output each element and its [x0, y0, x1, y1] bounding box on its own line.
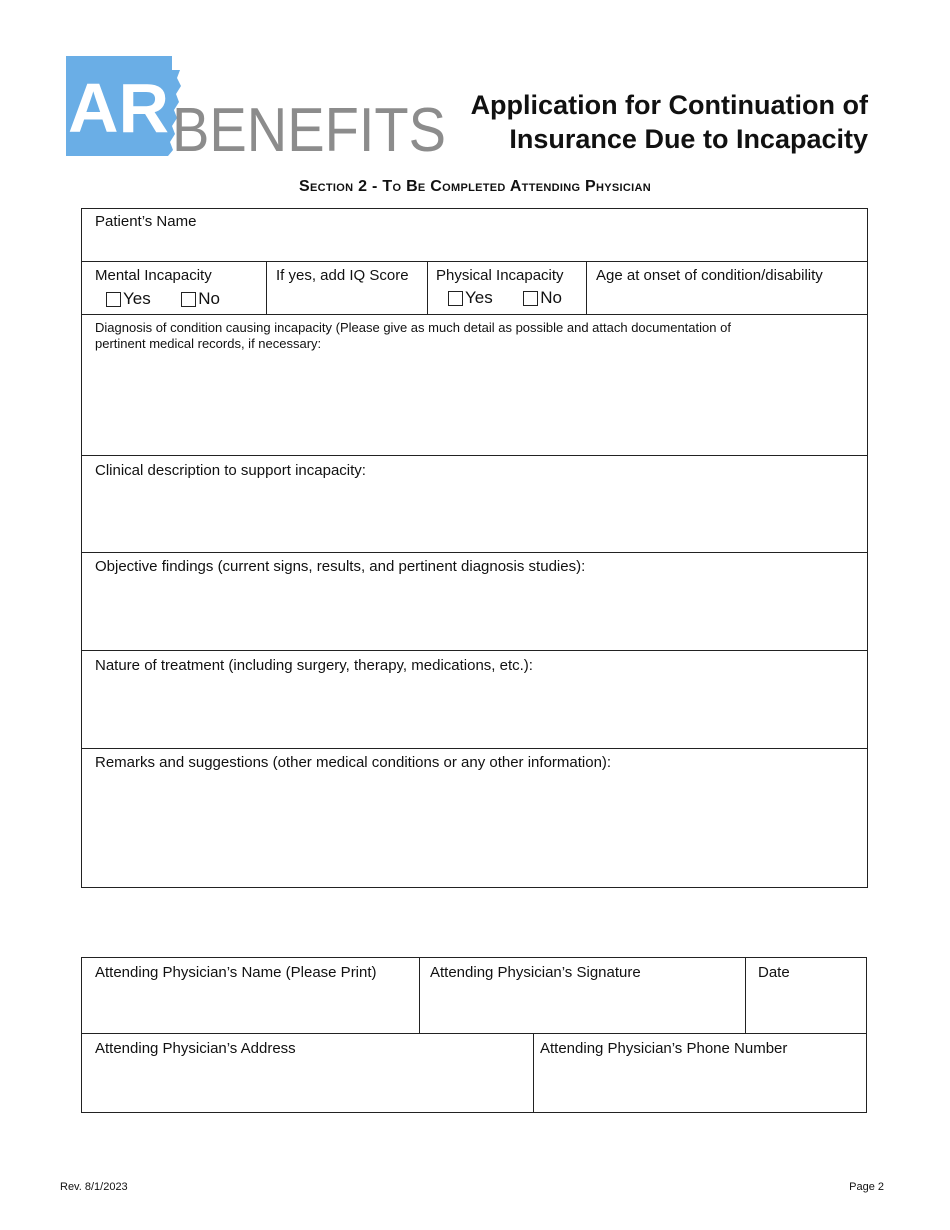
mental-incapacity-label: Mental Incapacity — [95, 267, 212, 284]
title-line-1: Application for Continuation of — [470, 90, 868, 120]
logo-ar-text: AR — [68, 69, 170, 147]
divider — [266, 261, 267, 315]
revision-date: Rev. 8/1/2023 — [60, 1181, 128, 1193]
mental-incapacity-options — [106, 289, 246, 312]
mental-yes-checkbox[interactable] — [106, 289, 151, 309]
divider — [81, 1033, 867, 1034]
divider — [81, 314, 868, 315]
physician-address-label: Attending Physician’s Address — [95, 1040, 296, 1057]
physical-no-label: No — [540, 288, 562, 307]
logo-benefits-text: BENEFITS — [172, 96, 446, 158]
page-number: Page 2 — [849, 1181, 884, 1193]
physical-incapacity-label: Physical Incapacity — [436, 267, 564, 284]
divider — [533, 1033, 534, 1113]
divider — [419, 957, 420, 1034]
divider — [81, 552, 868, 553]
page-title — [471, 88, 868, 156]
physical-yes-checkbox[interactable] — [448, 288, 493, 308]
divider — [81, 261, 868, 262]
remarks-label: Remarks and suggestions (other medical conditions or any other information): — [95, 754, 612, 771]
physical-incapacity-options — [448, 288, 588, 311]
clinical-description-label: Clinical description to support incapacity: — [95, 462, 366, 479]
physician-phone-label: Attending Physician’s Phone Number — [540, 1040, 788, 1057]
divider — [427, 261, 428, 315]
divider — [81, 455, 868, 456]
title-line-2: Insurance Due to Incapacity — [509, 124, 868, 154]
diagnosis-label-line-1: Diagnosis of condition causing incapacity (Please give as much detail as possible and attach documentation of — [95, 320, 731, 335]
section-heading: Section 2 - To Be Completed Attending Physician — [299, 178, 651, 195]
mental-yes-label: Yes — [123, 289, 151, 308]
patient-name-label: Patient’s Name — [95, 213, 197, 230]
patient-name-field[interactable] — [82, 209, 867, 261]
physician-name-label: Attending Physician’s Name (Please Print) — [95, 964, 377, 981]
objective-findings-label: Objective findings (current signs, results, and pertinent diagnosis studies): — [95, 558, 586, 575]
divider — [81, 748, 868, 749]
divider — [81, 650, 868, 651]
physical-yes-label: Yes — [465, 288, 493, 307]
treatment-label: Nature of treatment (including surgery, therapy, medications, etc.): — [95, 657, 533, 674]
iq-score-label: If yes, add IQ Score — [276, 267, 409, 284]
age-onset-label: Age at onset of condition/disability — [596, 267, 823, 284]
physical-no-checkbox[interactable] — [523, 288, 562, 308]
divider — [745, 957, 746, 1034]
physician-signature-label: Attending Physician’s Signature — [430, 964, 641, 981]
ar-benefits-logo — [64, 54, 454, 158]
diagnosis-label-line-2: pertinent medical records, if necessary: — [95, 336, 322, 351]
mental-no-label: No — [198, 289, 220, 308]
date-label: Date — [758, 964, 790, 981]
mental-no-checkbox[interactable] — [181, 289, 220, 309]
